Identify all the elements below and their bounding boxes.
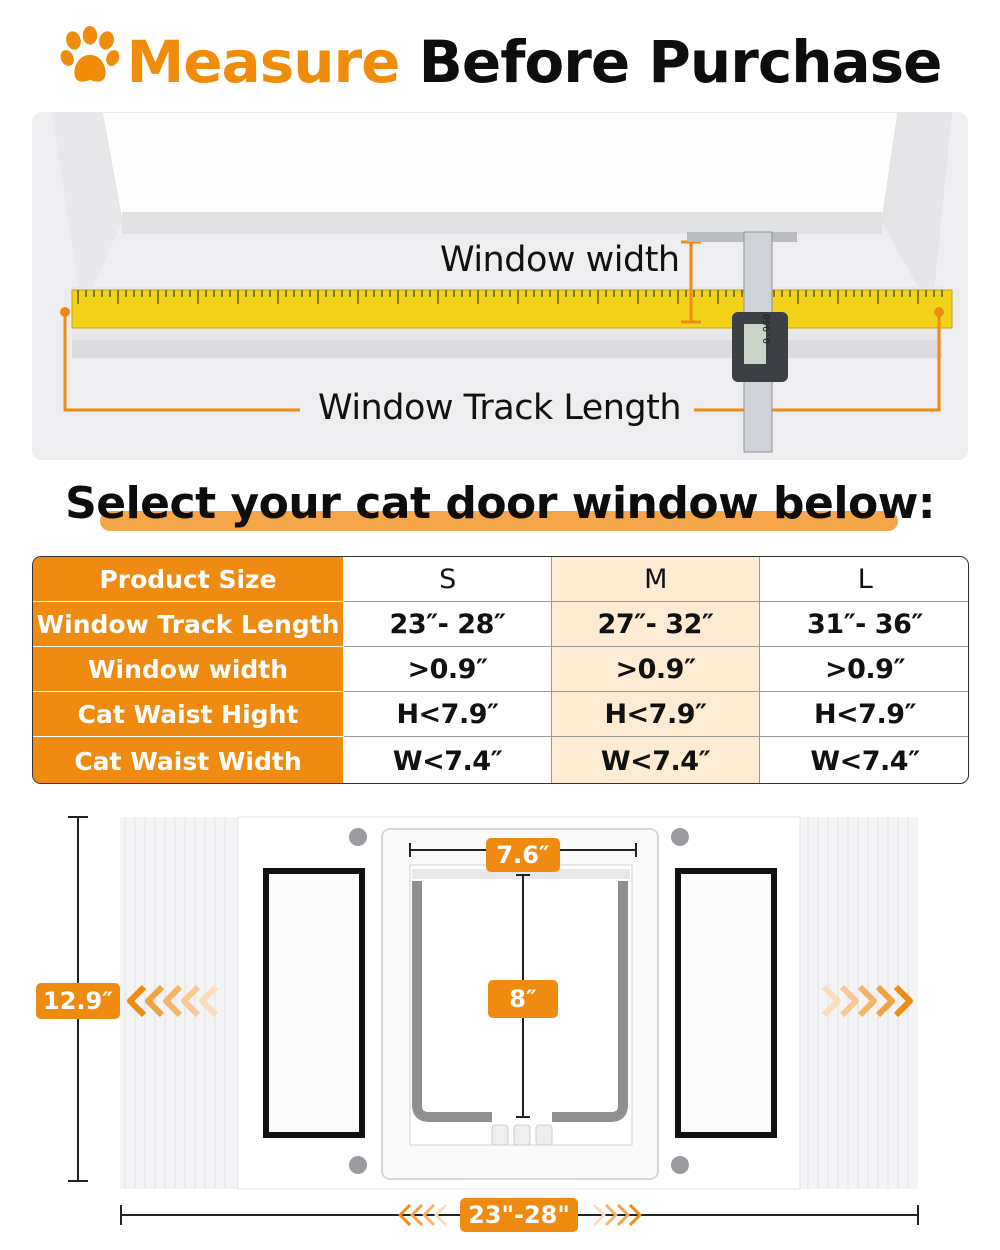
cell-s-waist-hight: H<7.9″ — [344, 692, 552, 737]
size-l: L — [760, 557, 969, 602]
cell-s-waist-width: W<7.4″ — [344, 737, 552, 784]
adjustable-width-dimension-label: 23"-28" — [460, 1198, 578, 1232]
subtitle-block — [0, 478, 1000, 538]
door-diagram — [0, 805, 1000, 1250]
header-window-width: Window width — [33, 647, 344, 692]
flap-height-dimension-label: 8″ — [488, 980, 558, 1018]
page-title — [0, 22, 1000, 102]
size-m: M — [552, 557, 760, 602]
cell-l-waist-hight: H<7.9″ — [760, 692, 969, 737]
window-width-label: Window width — [440, 240, 680, 280]
cell-l-waist-width: W<7.4″ — [810, 745, 920, 777]
header-window-track-length: Window Track Length — [33, 602, 344, 647]
size-s: S — [344, 557, 552, 602]
paw-icon — [59, 26, 121, 88]
size-table — [32, 556, 969, 784]
cell-m-width: >0.9″ — [552, 647, 760, 692]
window-track-length-label: Window Track Length — [318, 388, 682, 428]
cell-l-width: >0.9″ — [760, 647, 969, 692]
flap-width-dimension-label: 7.6″ — [486, 838, 560, 872]
cell-m-waist-hight: H<7.9″ — [552, 692, 760, 737]
cell-l-track: 31″- 36″ — [760, 602, 969, 647]
cell-s-width: >0.9″ — [344, 647, 552, 692]
cell-m-waist-width: W<7.4″ — [552, 737, 760, 784]
header-product-size: Product Size — [33, 557, 344, 602]
header-cat-waist-width: Cat Waist Width — [33, 737, 344, 784]
header-cat-waist-hight: Cat Waist Hight — [33, 692, 344, 737]
caliper-reading: 0.960 — [762, 313, 773, 344]
title-rest: Before Purchase — [418, 28, 942, 96]
cell-s-track: 23″- 28″ — [344, 602, 552, 647]
cell-m-track: 27″- 32″ — [552, 602, 760, 647]
height-dimension-label: 12.9″ — [36, 983, 120, 1019]
subtitle: Select your cat door window below: — [65, 478, 935, 529]
measuring-photo — [32, 112, 968, 460]
title-highlight: Measure — [126, 28, 400, 96]
